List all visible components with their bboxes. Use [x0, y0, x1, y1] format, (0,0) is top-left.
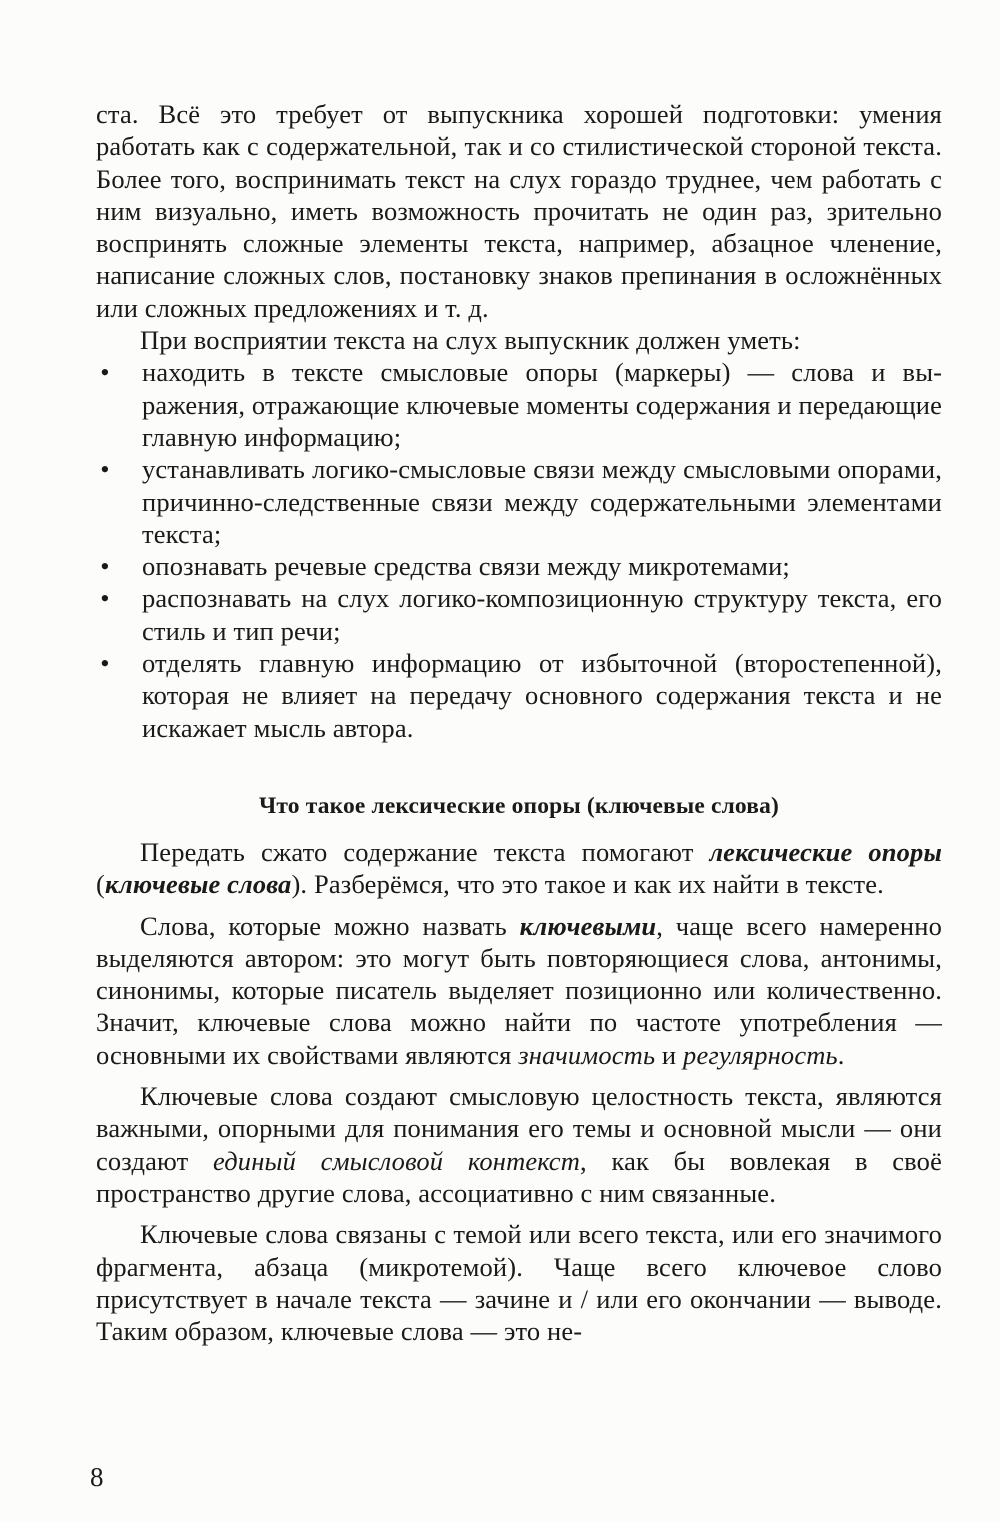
p3-text-start: Ключевые слова создают смысловую целостность текста, являются важными, опорными для понимания его темы и основной мысли — они создают — [96, 1081, 942, 1176]
p2-text-start: Слова, которые можно назвать — [140, 910, 520, 941]
list-item-text: находить в тексте смысловые опоры (маркеры) — слова и выражения, отражающие ключевые моменты содержания и передающие главную информацию; — [142, 357, 942, 452]
section-heading: Что такое лексические опоры (ключевые слова) — [259, 792, 779, 819]
list-item — [96, 550, 942, 582]
paragraph-key-words-definition — [96, 910, 942, 1071]
bullet-icon: • — [100, 551, 110, 582]
bullet-icon: • — [100, 454, 110, 485]
list-item — [96, 453, 942, 550]
p1-text-end: ). Разберёмся, что это такое и как их найти в тексте. — [291, 869, 884, 900]
page-number: 8 — [90, 1462, 104, 1492]
term-significance: значимость — [518, 1039, 656, 1070]
list-item-text: отделять главную информацию от избыточной (второстепенной), которая не влияет на передачу основного содержания текста и не искажает мысль автора. — [142, 648, 942, 743]
term-regularity: регулярность — [683, 1039, 838, 1070]
list-item-text: распознавать на слух логико-композиционную структуру текста, его стиль и тип речи; — [142, 583, 942, 646]
bullet-icon: • — [100, 357, 110, 388]
p3-text-end: , как бы вовлекая в своё пространство другие слова, ассоциативно с ним связанные. — [96, 1145, 942, 1208]
bullet-icon: • — [100, 583, 110, 614]
skills-list — [96, 356, 942, 744]
term-lexical-supports: лексические опоры — [709, 836, 942, 867]
p1-text-start: Передать сжато содержание текста помогают — [140, 836, 710, 867]
list-item — [96, 356, 942, 453]
list-item — [96, 582, 942, 647]
p1-text-mid: ( — [96, 869, 105, 900]
list-item-text: устанавливать логико-смысловые связи между смысловыми опорами, причинно-следственные связи между содержательными элементами текста; — [142, 454, 942, 549]
term-single-context: единый смысловой контекст — [213, 1145, 581, 1176]
list-item — [96, 647, 942, 744]
intro-paragraph: ста. Всё это требует от выпускника хорошей подготовки: умения работать как с содержательной, так и со стилистической стороной текста. Более того, воспринимать текст на слух гораздо труднее, чем работать с ним визуально, иметь возможность прочитать не один раз, зрительно воспринять сложные элементы текста, например, абзацное членение, написание сложных слов, постановку знаков препинания в осложнённых или сложных предложениях и т. д. — [96, 99, 942, 323]
p2-text-end: . — [837, 1039, 845, 1070]
paragraph-semantic-integrity — [96, 1080, 942, 1209]
skills-lead: При восприятии текста на слух выпускник должен уметь: — [140, 325, 801, 356]
term-key-words: ключевые слова — [104, 869, 292, 900]
bullet-icon: • — [100, 648, 110, 679]
paragraph-lexical-supports — [96, 836, 942, 901]
paragraph-theme-relation: Ключевые слова связаны с темой или всего текста, или его значимого фрагмента, абзаца (микротемой). Чаще всего ключевое слово присутствует в начале текста — зачине и / или его окончании — выводе. Таким образом, ключевые слова — это не- — [96, 1219, 942, 1347]
page-body — [96, 98, 942, 1347]
p2-text-mid: , чаще всего намеренно выделяются автором: это могут быть повторяющиеся слова, антонимы, синонимы, которые писатель выделяет позиционно или количественно. Значит, ключевые слова можно найти по частоте употребления — основными их свойствами являются — [96, 910, 942, 1070]
p2-conjunction: и — [655, 1039, 684, 1070]
list-item-text: опознавать речевые средства связи между микротемами; — [142, 551, 790, 582]
term-key: ключевыми — [519, 910, 657, 941]
